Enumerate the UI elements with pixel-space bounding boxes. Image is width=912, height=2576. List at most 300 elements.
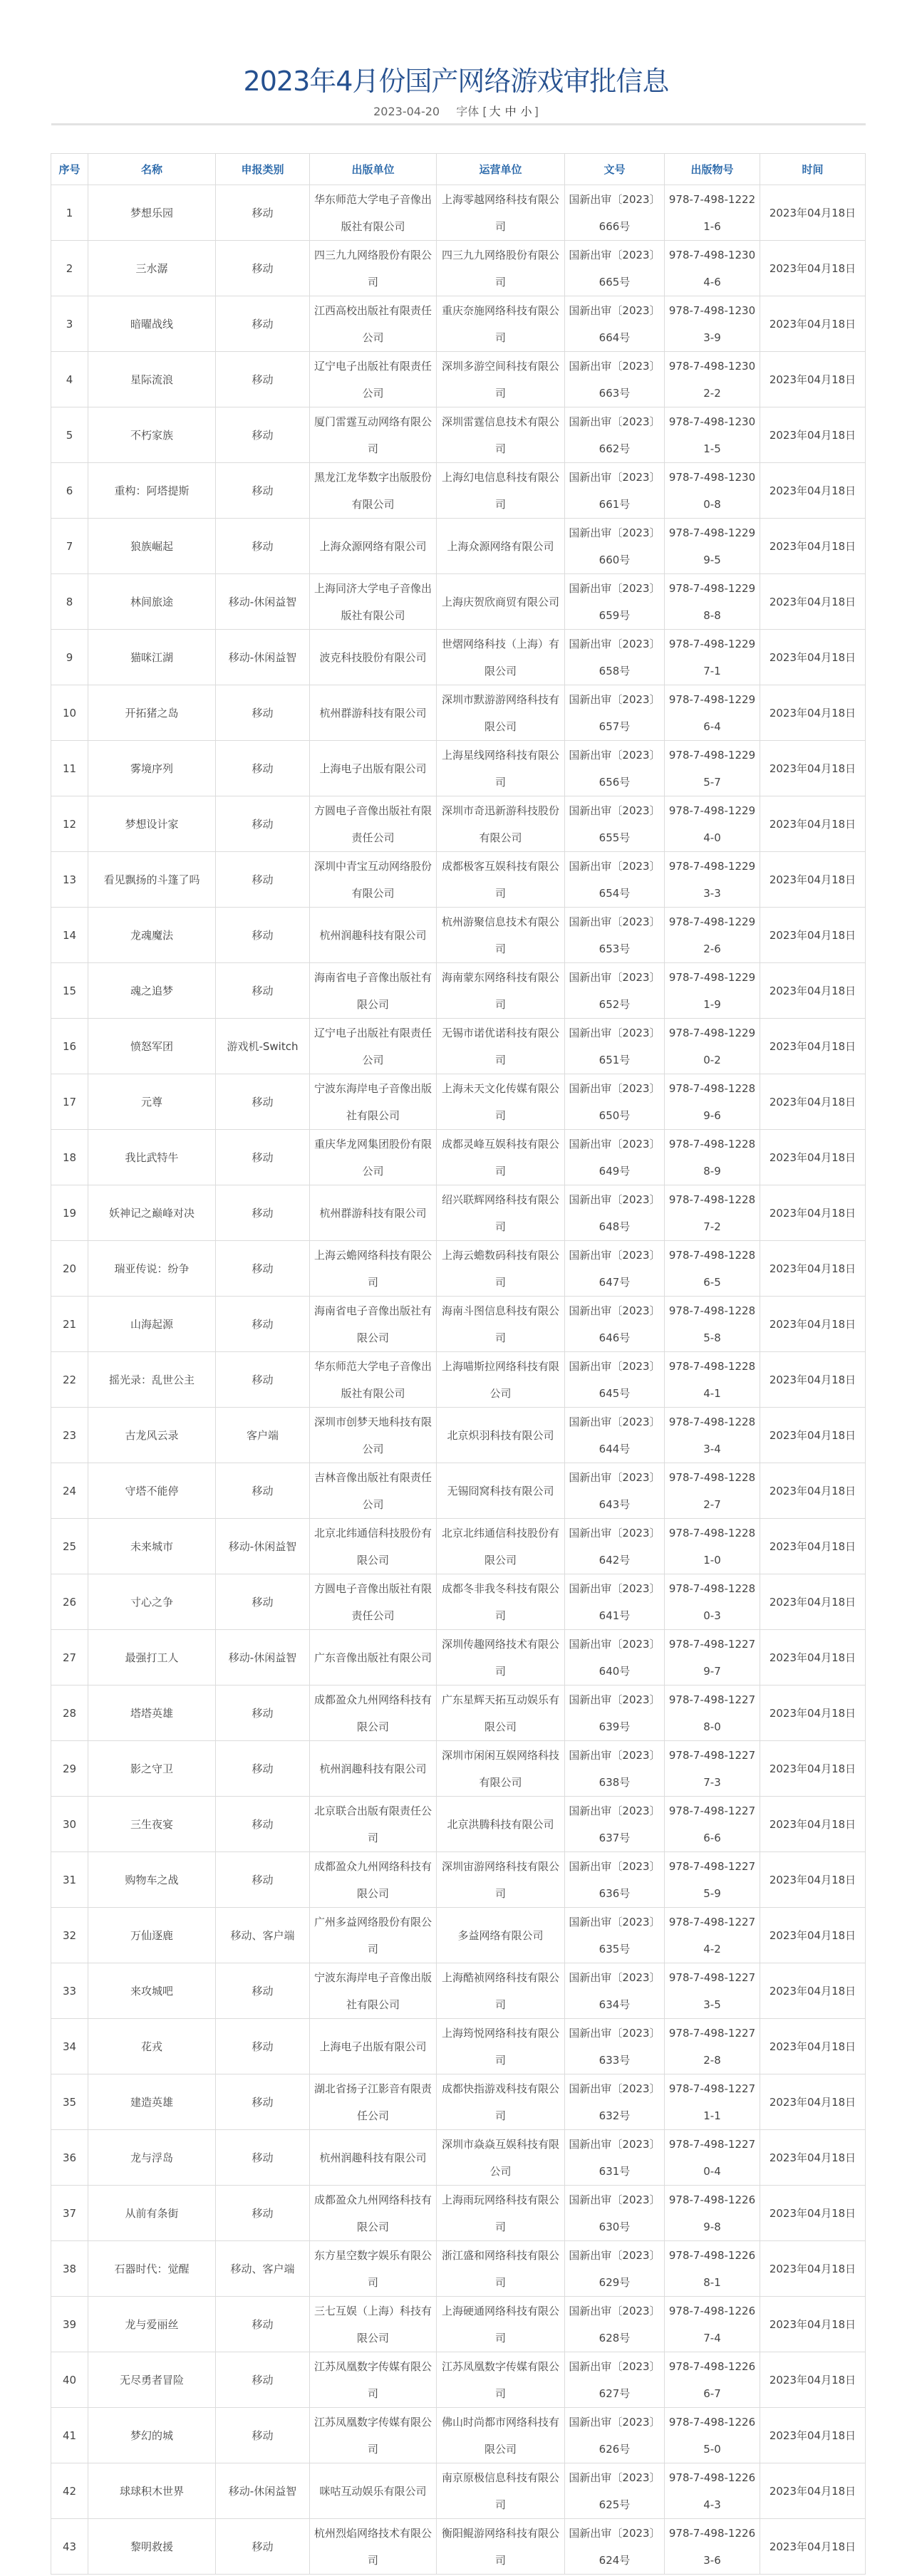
approval-date-cell: 2023年04月18日 [760,1852,866,1908]
publisher-cell: 咪咕互动娱乐有限公司 [310,2463,437,2519]
isbn-cell: 978-7-498-12265-0 [665,2408,760,2463]
report-type-cell: 移动-休闲益智 [216,1519,310,1574]
doc-number-cell: 国新出审〔2023〕664号 [565,296,665,352]
isbn-cell: 978-7-498-12269-8 [665,2186,760,2241]
report-type-cell: 游戏机-Switch [216,1019,310,1074]
row-index-cell: 34 [51,2019,88,2074]
publisher-cell: 海南省电子音像出版社有限公司 [310,963,437,1019]
doc-number-cell: 国新出审〔2023〕648号 [565,1185,665,1241]
approval-date-cell: 2023年04月18日 [760,1741,866,1797]
report-type-cell: 移动-休闲益智 [216,630,310,685]
operator-cell: 北京北纬通信科技股份有限公司 [437,1519,565,1574]
report-type-cell: 移动 [216,741,310,796]
row-index-cell: 9 [51,630,88,685]
operator-cell: 上海云蟾数码科技有限公司 [437,1241,565,1297]
publisher-cell: 三七互娱（上海）科技有限公司 [310,2297,437,2352]
operator-cell: 深圳市奇迅新游科技股份有限公司 [437,796,565,852]
isbn-cell: 978-7-498-12295-7 [665,741,760,796]
operator-cell: 上海酷祯网络科技有限公司 [437,1963,565,2019]
doc-number-cell: 国新出审〔2023〕641号 [565,1574,665,1630]
publisher-cell: 上海云蟾网络科技有限公司 [310,1241,437,1297]
publisher-cell: 杭州润趣科技有限公司 [310,1741,437,1797]
table-row [51,1352,866,1408]
publisher-cell: 深圳市创梦天地科技有限公司 [310,1408,437,1463]
isbn-cell: 978-7-498-12300-8 [665,463,760,519]
report-type-cell: 移动、客户端 [216,1908,310,1963]
operator-cell: 上海硬通网络科技有限公司 [437,2297,565,2352]
doc-number-cell: 国新出审〔2023〕640号 [565,1630,665,1686]
report-type-cell: 移动 [216,352,310,407]
publisher-cell: 上海电子出版有限公司 [310,741,437,796]
publisher-cell: 辽宁电子出版社有限责任公司 [310,352,437,407]
publish-date: 2023-04-20 [373,105,440,118]
report-type-cell: 移动 [216,963,310,1019]
isbn-cell: 978-7-498-12272-8 [665,2019,760,2074]
isbn-cell: 978-7-498-12296-4 [665,685,760,741]
row-index-cell: 38 [51,2241,88,2297]
table-row [51,852,866,908]
game-name-cell: 暗曜战线 [88,296,216,352]
approval-date-cell: 2023年04月18日 [760,1686,866,1741]
table-row [51,2297,866,2352]
table-row [51,741,866,796]
row-index-cell: 27 [51,1630,88,1686]
isbn-cell: 978-7-498-12277-3 [665,1741,760,1797]
publisher-cell: 杭州烈焰网络技术有限公司 [310,2519,437,2575]
doc-number-cell: 国新出审〔2023〕632号 [565,2074,665,2130]
doc-number-cell: 国新出审〔2023〕666号 [565,185,665,241]
row-index-cell: 26 [51,1574,88,1630]
operator-cell: 海南斗图信息科技有限公司 [437,1297,565,1352]
table-row [51,1241,866,1297]
doc-number-cell: 国新出审〔2023〕642号 [565,1519,665,1574]
table-row [51,963,866,1019]
operator-cell: 成都极客互娱科技有限公司 [437,852,565,908]
approval-date-cell: 2023年04月18日 [760,1574,866,1630]
font-size-bracket-close: ] [534,105,539,118]
table-row [51,908,866,963]
doc-number-cell: 国新出审〔2023〕650号 [565,1074,665,1130]
operator-cell: 深圳雷霆信息技术有限公司 [437,407,565,463]
game-name-cell: 龙魂魔法 [88,908,216,963]
doc-number-cell: 国新出审〔2023〕657号 [565,685,665,741]
row-index-cell: 35 [51,2074,88,2130]
game-name-cell: 不朽家族 [88,407,216,463]
isbn-cell: 978-7-498-12283-4 [665,1408,760,1463]
report-type-cell: 移动 [216,796,310,852]
table-row [51,2352,866,2408]
doc-number-cell: 国新出审〔2023〕634号 [565,1963,665,2019]
publisher-cell: 杭州群游科技有限公司 [310,685,437,741]
doc-number-cell: 国新出审〔2023〕659号 [565,574,665,630]
table-row [51,1074,866,1130]
publisher-cell: 上海众源网络有限公司 [310,519,437,574]
header-date: 时间 [760,154,866,185]
operator-cell: 上海零越网络科技有限公司 [437,185,565,241]
game-name-cell: 最强打工人 [88,1630,216,1686]
doc-number-cell: 国新出审〔2023〕631号 [565,2130,665,2186]
game-name-cell: 黎明救援 [88,2519,216,2575]
isbn-cell: 978-7-498-12274-2 [665,1908,760,1963]
doc-number-cell: 国新出审〔2023〕629号 [565,2241,665,2297]
approval-date-cell: 2023年04月18日 [760,2074,866,2130]
approval-date-cell: 2023年04月18日 [760,574,866,630]
publisher-cell: 四三九九网络股份有限公司 [310,241,437,296]
isbn-cell: 978-7-498-12298-8 [665,574,760,630]
publisher-cell: 海南省电子音像出版社有限公司 [310,1297,437,1352]
row-index-cell: 24 [51,1463,88,1519]
table-row [51,1686,866,1741]
article-meta [0,103,912,119]
row-index-cell: 25 [51,1519,88,1574]
approval-date-cell: 2023年04月18日 [760,908,866,963]
isbn-cell: 978-7-498-12266-7 [665,2352,760,2408]
doc-number-cell: 国新出审〔2023〕635号 [565,1908,665,1963]
table-row [51,1630,866,1686]
table-row [51,1297,866,1352]
publisher-cell: 江西高校出版社有限责任公司 [310,296,437,352]
table-row [51,1463,866,1519]
report-type-cell: 移动 [216,463,310,519]
game-name-cell: 狼族崛起 [88,519,216,574]
operator-cell: 深圳市焱焱互娱科技有限公司 [437,2130,565,2186]
operator-cell: 上海庆贺欣商贸有限公司 [437,574,565,630]
approval-date-cell: 2023年04月18日 [760,407,866,463]
operator-cell: 杭州游聚信息技术有限公司 [437,908,565,963]
operator-cell: 上海喵斯拉网络科技有限公司 [437,1352,565,1408]
approval-date-cell: 2023年04月18日 [760,1963,866,2019]
table-row [51,1741,866,1797]
operator-cell: 深圳市默游游网络科技有限公司 [437,685,565,741]
approval-date-cell: 2023年04月18日 [760,2352,866,2408]
report-type-cell: 移动 [216,1352,310,1408]
doc-number-cell: 国新出审〔2023〕624号 [565,2519,665,2575]
report-type-cell: 移动 [216,1185,310,1241]
isbn-cell: 978-7-498-12279-7 [665,1630,760,1686]
isbn-cell: 978-7-498-12278-0 [665,1686,760,1741]
game-name-cell: 影之守卫 [88,1741,216,1797]
game-name-cell: 摇光录：乱世公主 [88,1352,216,1408]
publisher-cell: 厦门雷霆互动网络有限公司 [310,407,437,463]
approval-date-cell: 2023年04月18日 [760,741,866,796]
publisher-cell: 杭州润趣科技有限公司 [310,2130,437,2186]
isbn-cell: 978-7-498-12289-6 [665,1074,760,1130]
row-index-cell: 11 [51,741,88,796]
isbn-cell: 978-7-498-12284-1 [665,1352,760,1408]
isbn-cell: 978-7-498-12271-1 [665,2074,760,2130]
game-name-cell: 龙与爱丽丝 [88,2297,216,2352]
doc-number-cell: 国新出审〔2023〕665号 [565,241,665,296]
operator-cell: 北京洪腾科技有限公司 [437,1797,565,1852]
report-type-cell: 移动 [216,1463,310,1519]
game-name-cell: 来攻城吧 [88,1963,216,2019]
row-index-cell: 18 [51,1130,88,1185]
isbn-cell: 978-7-498-12276-6 [665,1797,760,1852]
table-header-row [51,154,866,185]
operator-cell: 上海筠悦网络科技有限公司 [437,2019,565,2074]
publisher-cell: 方圆电子音像出版社有限责任公司 [310,1574,437,1630]
table-row [51,1185,866,1241]
table-row [51,241,866,296]
isbn-cell: 978-7-498-12302-2 [665,352,760,407]
game-name-cell: 我比武特牛 [88,1130,216,1185]
report-type-cell: 移动 [216,2186,310,2241]
approval-date-cell: 2023年04月18日 [760,2519,866,2575]
row-index-cell: 15 [51,963,88,1019]
report-type-cell: 移动 [216,407,310,463]
approval-table [51,153,866,2575]
report-type-cell: 移动 [216,1130,310,1185]
report-type-cell: 移动 [216,685,310,741]
report-type-cell: 移动 [216,2352,310,2408]
operator-cell: 深圳市闲闲互娱网络科技有限公司 [437,1741,565,1797]
operator-cell: 北京炽羽科技有限公司 [437,1408,565,1463]
approval-date-cell: 2023年04月18日 [760,1297,866,1352]
approval-date-cell: 2023年04月18日 [760,1519,866,1574]
font-size-large-link[interactable]: 大 [489,105,501,118]
font-size-small-link[interactable]: 小 [520,105,532,118]
report-type-cell: 移动 [216,1297,310,1352]
isbn-cell: 978-7-498-12282-7 [665,1463,760,1519]
row-index-cell: 22 [51,1352,88,1408]
font-size-label: 字体 [456,105,480,118]
isbn-cell: 978-7-498-12292-6 [665,908,760,963]
row-index-cell: 43 [51,2519,88,2575]
row-index-cell: 12 [51,796,88,852]
operator-cell: 上海众源网络有限公司 [437,519,565,574]
game-name-cell: 开拓猪之岛 [88,685,216,741]
doc-number-cell: 国新出审〔2023〕652号 [565,963,665,1019]
row-index-cell: 10 [51,685,88,741]
game-name-cell: 从前有条街 [88,2186,216,2241]
operator-cell: 成都快指游戏科技有限公司 [437,2074,565,2130]
game-name-cell: 石器时代：觉醒 [88,2241,216,2297]
table-row [51,1797,866,1852]
game-name-cell: 梦幻的城 [88,2408,216,2463]
operator-cell: 无锡市诺优诺科技有限公司 [437,1019,565,1074]
report-type-cell: 移动 [216,1797,310,1852]
row-index-cell: 7 [51,519,88,574]
report-type-cell: 移动 [216,2297,310,2352]
publisher-cell: 成都盈众九州网络科技有限公司 [310,2186,437,2241]
row-index-cell: 23 [51,1408,88,1463]
row-index-cell: 31 [51,1852,88,1908]
row-index-cell: 39 [51,2297,88,2352]
publisher-cell: 华东师范大学电子音像出版社有限公司 [310,1352,437,1408]
operator-cell: 上海未天文化传媒有限公司 [437,1074,565,1130]
doc-number-cell: 国新出审〔2023〕656号 [565,741,665,796]
game-name-cell: 古龙风云录 [88,1408,216,1463]
report-type-cell: 移动 [216,519,310,574]
publisher-cell: 吉林音像出版社有限责任公司 [310,1463,437,1519]
game-name-cell: 建造英雄 [88,2074,216,2130]
game-name-cell: 球球积木世界 [88,2463,216,2519]
operator-cell: 上海幻电信息科技有限公司 [437,463,565,519]
isbn-cell: 978-7-498-12221-6 [665,185,760,241]
row-index-cell: 37 [51,2186,88,2241]
isbn-cell: 978-7-498-12270-4 [665,2130,760,2186]
page-title: 2023年4月份国产网络游戏审批信息 [243,66,669,98]
doc-number-cell: 国新出审〔2023〕661号 [565,463,665,519]
operator-cell: 广东星辉天拓互动娱乐有限公司 [437,1686,565,1741]
doc-number-cell: 国新出审〔2023〕633号 [565,2019,665,2074]
report-type-cell: 移动 [216,2130,310,2186]
approval-date-cell: 2023年04月18日 [760,852,866,908]
doc-number-cell: 国新出审〔2023〕647号 [565,1241,665,1297]
table-row [51,1408,866,1463]
doc-number-cell: 国新出审〔2023〕643号 [565,1463,665,1519]
operator-cell: 衡阳鲲游网络科技有限公司 [437,2519,565,2575]
row-index-cell: 6 [51,463,88,519]
publisher-cell: 辽宁电子出版社有限责任公司 [310,1019,437,1074]
isbn-cell: 978-7-498-12263-6 [665,2519,760,2575]
table-row [51,796,866,852]
publisher-cell: 黑龙江龙华数字出版股份有限公司 [310,463,437,519]
operator-cell: 多益网络有限公司 [437,1908,565,1963]
row-index-cell: 29 [51,1741,88,1797]
isbn-cell: 978-7-498-12268-1 [665,2241,760,2297]
isbn-cell: 978-7-498-12293-3 [665,852,760,908]
report-type-cell: 移动 [216,1686,310,1741]
publisher-cell: 北京联合出版有限责任公司 [310,1797,437,1852]
operator-cell: 浙江盛和网络科技有限公司 [437,2241,565,2297]
game-name-cell: 看见飘扬的斗篷了吗 [88,852,216,908]
operator-cell: 四三九九网络股份有限公司 [437,241,565,296]
report-type-cell: 移动 [216,241,310,296]
approval-date-cell: 2023年04月18日 [760,1408,866,1463]
report-type-cell: 移动-休闲益智 [216,574,310,630]
table-row [51,1130,866,1185]
header-isbn: 出版物号 [665,154,760,185]
table-row [51,1574,866,1630]
table-body [51,185,866,2575]
table-row [51,2241,866,2297]
row-index-cell: 13 [51,852,88,908]
isbn-cell: 978-7-498-12281-0 [665,1519,760,1574]
doc-number-cell: 国新出审〔2023〕626号 [565,2408,665,2463]
table-row [51,2019,866,2074]
publisher-cell: 广州多益网络股份有限公司 [310,1908,437,1963]
game-name-cell: 万仙逐鹿 [88,1908,216,1963]
table-row [51,463,866,519]
operator-cell: 深圳多游空间科技有限公司 [437,352,565,407]
table-row [51,685,866,741]
report-type-cell: 移动 [216,1574,310,1630]
isbn-cell: 978-7-498-12286-5 [665,1241,760,1297]
report-type-cell: 移动 [216,2519,310,2575]
game-name-cell: 守塔不能停 [88,1463,216,1519]
table-row [51,1908,866,1963]
operator-cell: 江苏凤凰数字传媒有限公司 [437,2352,565,2408]
approval-date-cell: 2023年04月18日 [760,352,866,407]
publisher-cell: 方圆电子音像出版社有限责任公司 [310,796,437,852]
table-row [51,2463,866,2519]
isbn-cell: 978-7-498-12294-0 [665,796,760,852]
doc-number-cell: 国新出审〔2023〕662号 [565,407,665,463]
row-index-cell: 33 [51,1963,88,2019]
operator-cell: 深圳传趣网络技术有限公司 [437,1630,565,1686]
doc-number-cell: 国新出审〔2023〕645号 [565,1352,665,1408]
game-name-cell: 购物车之战 [88,1852,216,1908]
approval-date-cell: 2023年04月18日 [760,1630,866,1686]
font-size-control [456,105,539,118]
doc-number-cell: 国新出审〔2023〕646号 [565,1297,665,1352]
doc-number-cell: 国新出审〔2023〕638号 [565,1741,665,1797]
report-type-cell: 移动、客户端 [216,2241,310,2297]
report-type-cell: 移动 [216,852,310,908]
operator-cell: 世熠网络科技（上海）有限公司 [437,630,565,685]
publisher-cell: 杭州群游科技有限公司 [310,1185,437,1241]
publisher-cell: 宁波东海岸电子音像出版社有限公司 [310,1074,437,1130]
game-name-cell: 元尊 [88,1074,216,1130]
game-name-cell: 魂之追梦 [88,963,216,1019]
doc-number-cell: 国新出审〔2023〕628号 [565,2297,665,2352]
doc-number-cell: 国新出审〔2023〕637号 [565,1797,665,1852]
row-index-cell: 41 [51,2408,88,2463]
row-index-cell: 2 [51,241,88,296]
game-name-cell: 猫咪江湖 [88,630,216,685]
font-size-medium-link[interactable]: 中 [504,105,517,118]
isbn-cell: 978-7-498-12301-5 [665,407,760,463]
table-row [51,1963,866,2019]
table-row [51,2186,866,2241]
isbn-cell: 978-7-498-12275-9 [665,1852,760,1908]
table-row [51,519,866,574]
publisher-cell: 波克科技股份有限公司 [310,630,437,685]
doc-number-cell: 国新出审〔2023〕655号 [565,796,665,852]
approval-date-cell: 2023年04月18日 [760,1019,866,1074]
table-row [51,630,866,685]
approval-date-cell: 2023年04月18日 [760,2241,866,2297]
game-name-cell: 塔塔英雄 [88,1686,216,1741]
isbn-cell: 978-7-498-12290-2 [665,1019,760,1074]
doc-number-cell: 国新出审〔2023〕639号 [565,1686,665,1741]
approval-date-cell: 2023年04月18日 [760,630,866,685]
row-index-cell: 32 [51,1908,88,1963]
header-type: 申报类别 [216,154,310,185]
row-index-cell: 19 [51,1185,88,1241]
doc-number-cell: 国新出审〔2023〕649号 [565,1130,665,1185]
operator-cell: 佛山时尚都市网络科技有限公司 [437,2408,565,2463]
game-name-cell: 愤怒军团 [88,1019,216,1074]
approval-date-cell: 2023年04月18日 [760,1463,866,1519]
isbn-cell: 978-7-498-12267-4 [665,2297,760,2352]
operator-cell: 成都冬非我冬科技有限公司 [437,1574,565,1630]
game-name-cell: 雾境序列 [88,741,216,796]
operator-cell: 海南蒙东网络科技有限公司 [437,963,565,1019]
game-name-cell: 林间旅途 [88,574,216,630]
row-index-cell: 14 [51,908,88,963]
report-type-cell: 客户端 [216,1408,310,1463]
approval-date-cell: 2023年04月18日 [760,185,866,241]
game-name-cell: 龙与浮岛 [88,2130,216,2186]
approval-date-cell: 2023年04月18日 [760,2297,866,2352]
table-row [51,352,866,407]
publisher-cell: 江苏凤凰数字传媒有限公司 [310,2352,437,2408]
operator-cell: 上海雨玩网络科技有限公司 [437,2186,565,2241]
game-name-cell: 花戎 [88,2019,216,2074]
operator-cell: 绍兴联辉网络科技有限公司 [437,1185,565,1241]
report-type-cell: 移动 [216,1741,310,1797]
publisher-cell: 成都盈众九州网络科技有限公司 [310,1686,437,1741]
approval-date-cell: 2023年04月18日 [760,1352,866,1408]
game-name-cell: 重构：阿塔提斯 [88,463,216,519]
approval-date-cell: 2023年04月18日 [760,1241,866,1297]
isbn-cell: 978-7-498-12288-9 [665,1130,760,1185]
doc-number-cell: 国新出审〔2023〕625号 [565,2463,665,2519]
publisher-cell: 东方星空数字娱乐有限公司 [310,2241,437,2297]
isbn-cell: 978-7-498-12297-1 [665,630,760,685]
